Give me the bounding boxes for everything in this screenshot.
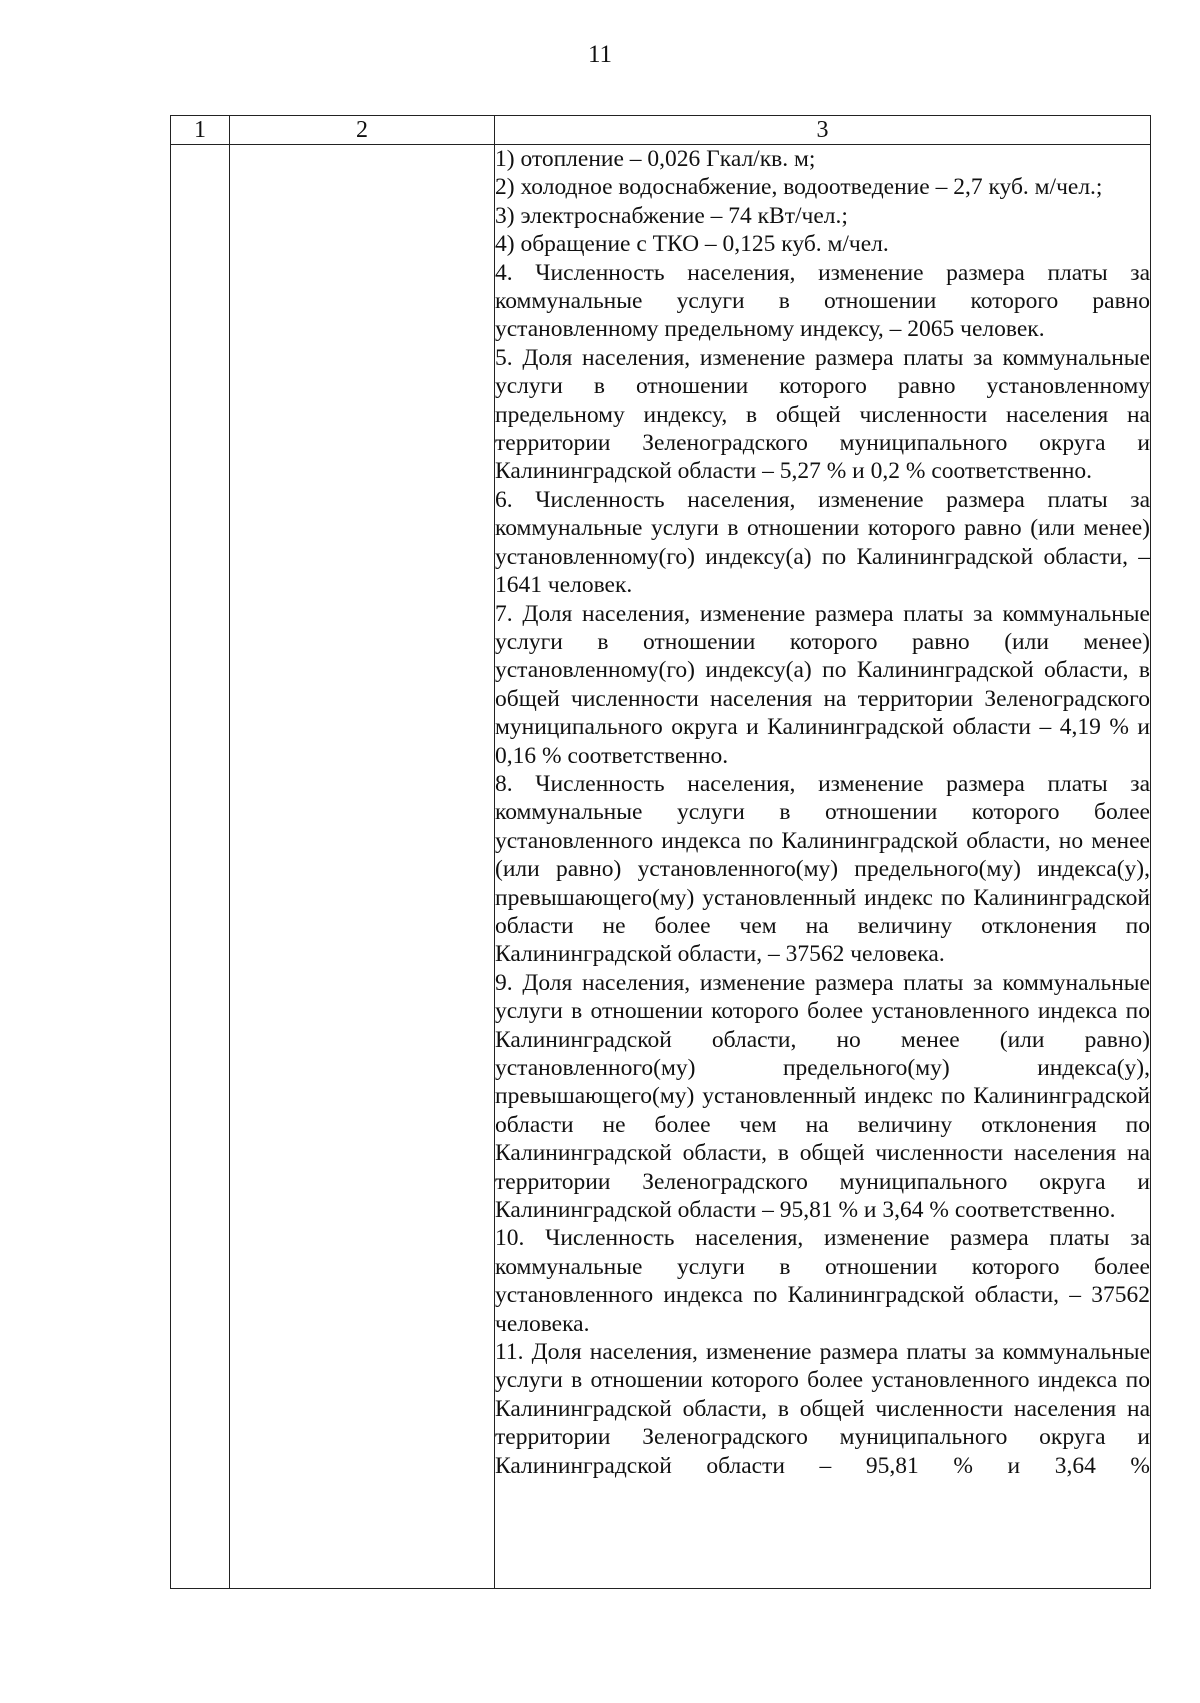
list-item-electricity: 3) электроснабжение – 74 кВт/чел.; bbox=[495, 202, 848, 229]
paragraph-11: 11. Доля населения, изменение размера платы за коммунальные услуги в отношении которого более установленного индекса по Калининградской области, в общей численности населения на территории Зеленоградского муниципального округа и Калининградской области – 95,81 % и 3,64 % bbox=[495, 1339, 1150, 1479]
cell-col-3 bbox=[495, 145, 1151, 1589]
paragraph-4: 4. Численность населения, изменение размера платы за коммунальные услуги в отношении которого равно установленному предельному индексу, – 2065 человек. bbox=[495, 259, 1150, 343]
page-number: 11 bbox=[587, 41, 613, 68]
paragraph-6: 6. Численность населения, изменение размера платы за коммунальные услуги в отношении которого равно (или менее) установленному(го) индексу(а) по Калининградской области, – 1641 человек. bbox=[495, 486, 1150, 599]
document-table bbox=[170, 115, 1151, 1589]
paragraph-7: 7. Доля населения, изменение размера платы за коммунальные услуги в отношении которого равно (или менее) установленному(го) индексу(а) по Калининградской области, в общей численности населения на территории Зеленоградского муниципального округа и Калининградской области – 4,19 % и 0,16 % соответственно. bbox=[495, 600, 1150, 769]
list-item-heating: 1) отопление – 0,026 Гкал/кв. м; bbox=[495, 146, 816, 172]
table-body-row bbox=[171, 145, 1151, 1589]
column-header-2: 2 bbox=[230, 116, 495, 145]
column-header-3: 3 bbox=[495, 116, 1151, 145]
table-header-row bbox=[171, 116, 1151, 145]
cell-col-2 bbox=[230, 145, 495, 1589]
paragraph-10: 10. Численность населения, изменение размера платы за коммунальные услуги в отношении которого более установленного индекса по Калининградской области, – 37562 человека. bbox=[495, 1225, 1150, 1337]
cell-col-1 bbox=[171, 145, 230, 1589]
list-item-water: 2) холодное водоснабжение, водоотведение – 2,7 куб. м/чел.; bbox=[495, 174, 1103, 201]
list-item-waste: 4) обращение с ТКО – 0,125 куб. м/чел. bbox=[495, 231, 889, 258]
column-header-1: 1 bbox=[171, 116, 230, 145]
paragraph-5: 5. Доля населения, изменение размера платы за коммунальные услуги в отношении которого равно установленному предельному индексу, в общей численности населения на территории Зеленоградского муниципального округа и Калининградской области – 5,27 % и 0,2 % соответственно. bbox=[495, 344, 1150, 485]
paragraph-9: 9. Доля населения, изменение размера платы за коммунальные услуги в отношении которого более установленного индекса по Калининградской области, но менее (или равно) установленного(му) предельного(му) индекса(у), превышающего(му) установленный индекс по Калининградской области не более чем на величину отклонения по Калининградской области, в общей численности населения на территории Зеленоградского муниципального округа и Калининградской области – 95,81 % и 3,64 % соответственно. bbox=[495, 969, 1150, 1224]
paragraph-8: 8. Численность населения, изменение размера платы за коммунальные услуги в отношении которого более установленного индекса по Калининградской области, но менее (или равно) установленного(му) предельного(му) индекса(у), превышающего(му) установленный индекс по Калининградской области не более чем на величину отклонения по Калининградской области, – 37562 человека. bbox=[495, 770, 1150, 968]
